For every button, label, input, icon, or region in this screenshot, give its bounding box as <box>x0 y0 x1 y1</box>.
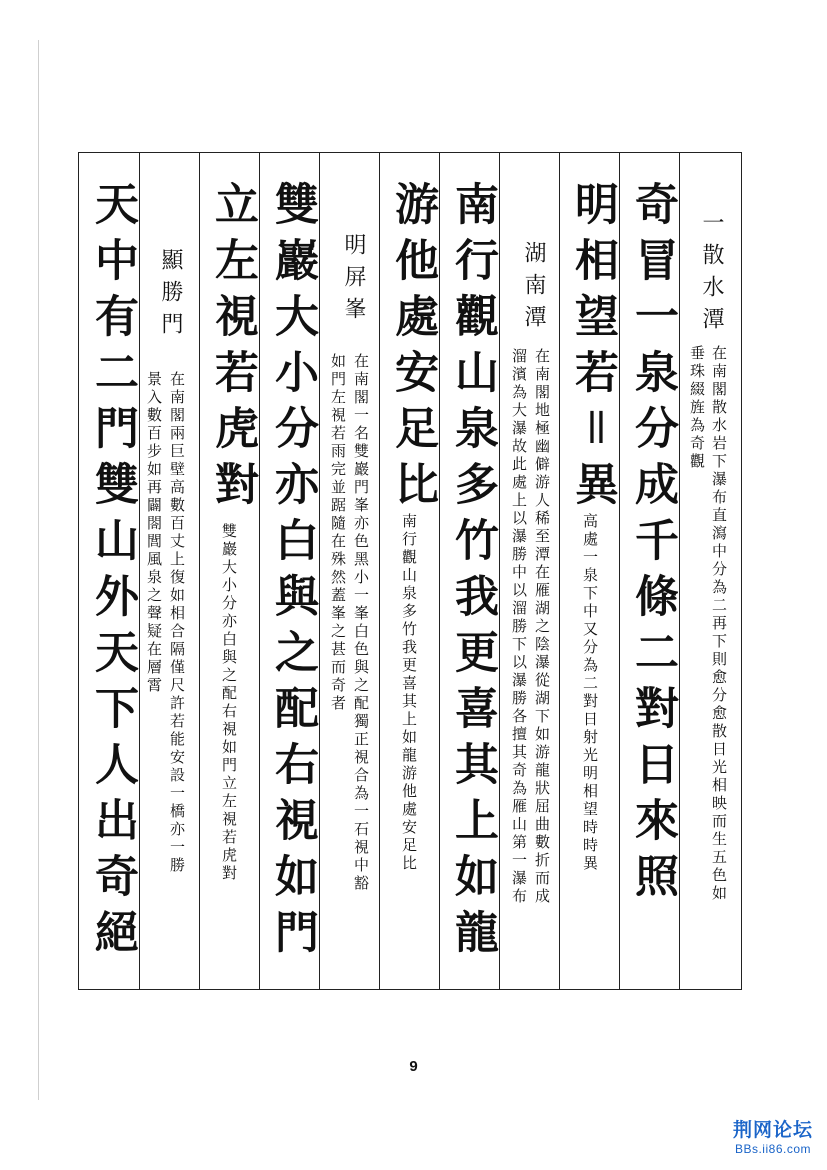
seal-script-text: 游他處安足比 <box>387 181 438 517</box>
annotation-text-2: 垂珠綴旌為奇觀 <box>688 345 706 471</box>
column-5 <box>439 153 505 989</box>
annotation-text: 在南閣兩巨壁高數百丈上復如相合隔僅尺許若能安設一橋亦一勝 <box>168 371 186 875</box>
watermark-title: 荆网论坛 <box>732 1120 813 1141</box>
section-title: 一散水潭 <box>699 211 724 339</box>
annotation-text: 雙巖大小分亦白與之配右視如門立左視若虎對 <box>220 523 238 883</box>
section-title: 明屏峯 <box>341 233 366 329</box>
column-3 <box>559 153 625 989</box>
seal-script-text: 奇冒一泉分成千條二對日來照 <box>627 181 678 909</box>
watermark-url: BBs.ii86.com <box>734 1142 811 1156</box>
annotation-text-2: 景入數百步如再闢閤閭風泉之聲疑在層霄 <box>145 371 163 695</box>
seal-script-text: 明相望若＝異 <box>567 181 618 517</box>
column-10 <box>139 153 205 989</box>
seal-script-text: 立左視若虎對 <box>207 181 258 517</box>
seal-script-text: 天中有二門雙山外天下人出奇絕 <box>87 181 138 965</box>
column-2 <box>619 153 685 989</box>
column-8 <box>259 153 325 989</box>
annotation-text: 在南閣散水岩下瀑布直瀉中分為二再下則愈分愈散日光相映而生五色如 <box>710 345 728 903</box>
binding-margin-line <box>38 40 39 1100</box>
forum-watermark <box>733 1115 813 1156</box>
annotation-text: 在南閣一名雙巖門峯亦色黑小一峯白色與之配獨正視合為一石視中豁 <box>352 353 370 893</box>
column-7 <box>319 153 385 989</box>
calligraphy-frame <box>78 152 742 990</box>
annotation-text: 在南閣地極幽僻游人稀至潭在雁湖之陰瀑從湖下如游龍狀屈曲數折而成 <box>533 348 551 906</box>
annotation-text: 南行觀山泉多竹我更喜其上如龍游他處安足比 <box>400 513 418 873</box>
column-1 <box>679 153 745 989</box>
section-title: 湖南潭 <box>521 241 546 337</box>
column-4 <box>499 153 565 989</box>
column-6 <box>379 153 445 989</box>
annotation-text-2: 如門左視若雨完並踞隨在殊然蓋峯之甚而奇者 <box>329 353 347 713</box>
annotation-text-2: 溜濱為大瀑故此處上以瀑勝中以溜勝下以瀑勝各擅其奇為雁山第一瀑布 <box>510 348 528 906</box>
seal-script-text: 雙巖大小分亦白與之配右視如門 <box>267 181 318 965</box>
annotation-text: 高處一泉下中又分為二對日射光明相望時時異 <box>581 513 599 873</box>
column-11 <box>79 153 145 989</box>
page-number: 9 <box>409 1058 418 1075</box>
column-9 <box>199 153 265 989</box>
section-title: 顯勝門 <box>158 248 183 344</box>
seal-script-text: 南行觀山泉多竹我更喜其上如龍 <box>447 181 498 965</box>
